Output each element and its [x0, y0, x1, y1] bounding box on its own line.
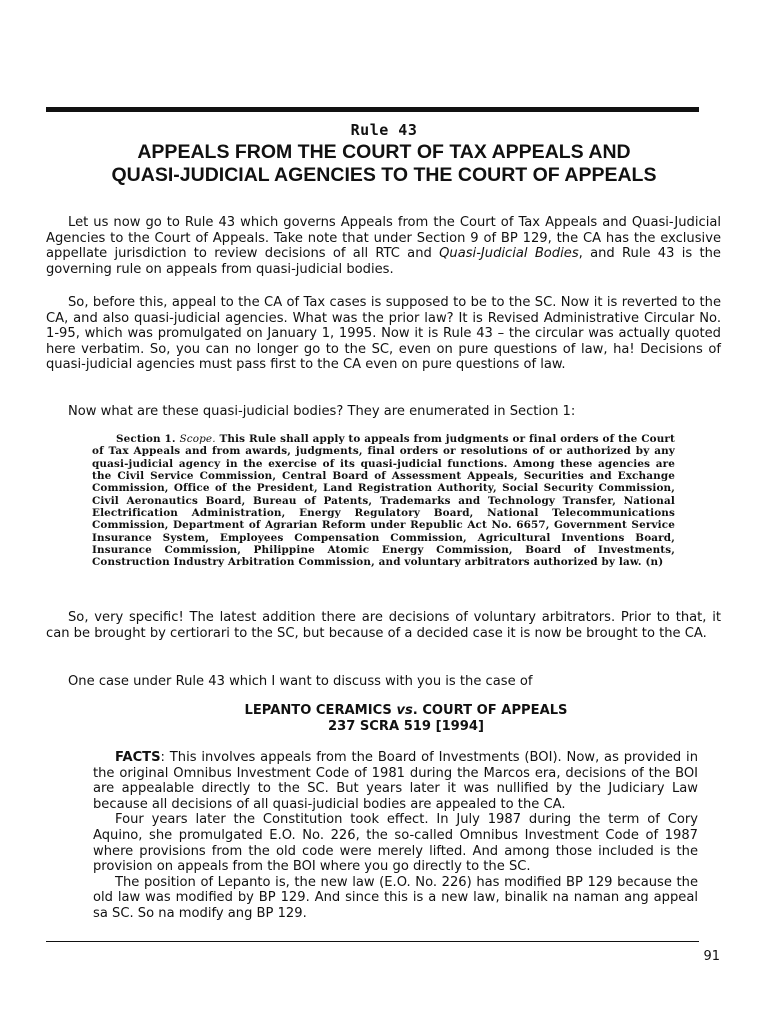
paragraph-intro-text: Let us now go to Rule 43 which governs Appeals from the Court of Tax Appeals and Quasi-Judicial Agencies to the Court of Appeals. Take note that under Section 9 of BP 129, the CA has the exclusive appellate jurisdiction to review decisions of all RTC and [46, 215, 721, 262]
bottom-divider [46, 941, 699, 942]
facts-paragraph-3 [93, 875, 698, 922]
quoted-scope-label: Scope. [179, 433, 216, 445]
top-divider [46, 107, 699, 112]
case-name [0, 703, 768, 719]
rule-label: Rule 43 [350, 121, 418, 139]
facts-section [93, 750, 698, 922]
case-citation: 237 SCRA 519 [1994] [327, 719, 484, 734]
paragraph-case-intro-text: One case under Rule 43 which I want to discuss with you is the case of [68, 674, 533, 689]
facts-paragraph-3-text: The position of Lepanto is, the new law (E.O. No. 226) has modified BP 129 because the old law was modified by BP 129. And since this is a new law, binalik na naman ang appeal sa SC. So na modify ang BP 129. [93, 874, 698, 921]
chapter-title-line1: APPEALS FROM THE COURT OF TAX APPEALS AND [137, 141, 631, 163]
quoted-section-text: This Rule shall apply to appeals from judgments or final orders of the Court of Tax Appeals and from awards, judgments, final orders or resolutions of or authorized by any quasi-judicial agency in the exercise of its quasi-judicial functions. Among these agencies are the Civil Service Commission, Central Board of Assessment Appeals, Securities and Exchange Commission, Office of the President, Land Registration Authority, Social Security Commission, Civil Aeronautics Board, Bureau of Patents, Trademarks and Technology Transfer, National Electrification Administration, Energy Regulatory Board, National Telecommunications Commission, Department of Agrarian Reform under Republic Act No. 6657, Government Service Insurance System, Employees Compensation Commission, Agricultural Inventions Board, Insurance Commission, Philippine Atomic Energy Commission, Board of Investments, Construction Industry Arbitration Commission, and voluntary arbitrators authorized by law. (n) [92, 433, 675, 569]
paragraph-intro-end: , and Rule 43 is the governing rule on appeals from quasi-judicial bodies. [46, 246, 721, 277]
quoted-section-label: Section 1. [116, 433, 176, 445]
paragraph-history [46, 295, 721, 373]
paragraph-question-text: Now what are these quasi-judicial bodies? They are enumerated in Section 1: [68, 404, 576, 419]
case-vs: vs [396, 703, 413, 718]
facts-paragraph-2 [93, 812, 698, 874]
chapter-title-line2: QUASI-JUDICIAL AGENCIES TO THE COURT OF APPEALS [111, 164, 657, 186]
facts-paragraph-1 [93, 750, 698, 812]
paragraph-case-intro [46, 674, 721, 690]
facts-paragraph-2-text: Four years later the Constitution took effect. In July 1987 during the term of Cory Aquino, she promulgated E.O. No. 226, the so-called Omnibus Investment Code of 1987 where provisions from the old code were merely lifted. And among those included is the provision on appeals from the BOI where you go directly to the SC. [93, 812, 698, 875]
case-party2: . COURT OF APPEALS [412, 703, 568, 718]
paragraph-intro [46, 215, 721, 277]
paragraph-question [46, 404, 721, 420]
case-heading [0, 703, 768, 735]
page-number: 91 [703, 949, 720, 964]
chapter-title [40, 141, 728, 187]
facts-paragraph-1-text: : This involves appeals from the Board of Investments (BOI). Now, as provided in the original Omnibus Investment Code of 1981 during the Marcos era, decisions of the BOI are appealable directly to the SC. But years later it was nullified by the Judiciary Law because all decisions of all quasi-judicial bodies are appealed to the CA. [93, 750, 698, 812]
quoted-section [92, 433, 675, 569]
paragraph-specific [46, 610, 721, 641]
paragraph-history-text: So, before this, appeal to the CA of Tax cases is supposed to be to the SC. Now it is reverted to the CA, and also quasi-judicial agencies. What was the prior law? It is Revised Administrative Circular No. 1-95, which was promulgated on January 1, 1995. Now it is Rule 43 – the circular was actually quoted here verbatim. So, you can no longer go to the SC, even on pure questions of law, ha! Decisions of quasi-judicial agencies must pass first to the CA even on pure questions of law. [46, 295, 721, 373]
paragraph-intro-italic: Quasi-Judicial Bodies [439, 246, 579, 262]
paragraph-specific-text: So, very specific! The latest addition there are decisions of voluntary arbitrators. Prior to that, it can be brought by certiorari to the SC, but because of a decided case it is now be brought to the CA. [46, 610, 721, 641]
facts-label: FACTS [115, 750, 161, 765]
case-party1: LEPANTO CERAMICS [244, 703, 392, 718]
